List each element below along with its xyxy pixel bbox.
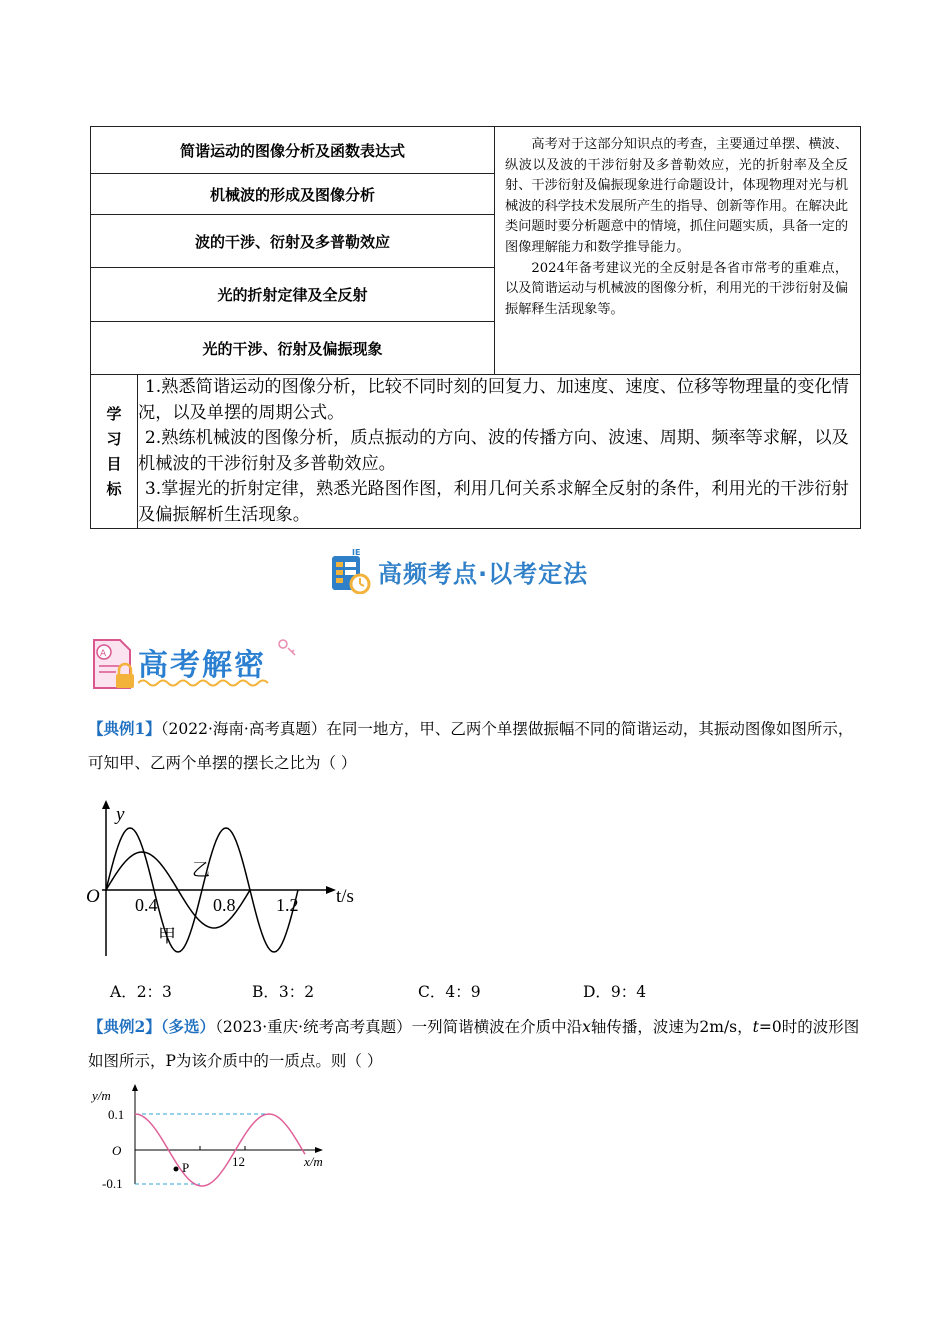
goals-label-char: 目 xyxy=(106,454,122,473)
point-p xyxy=(174,1167,179,1172)
example2-x-var: x xyxy=(582,1018,591,1036)
example1-tag: 【典例1】 xyxy=(88,719,161,738)
x-axis-arrow xyxy=(315,1147,323,1153)
curve-label-jia: 甲 xyxy=(158,926,176,947)
topic-cell: 简谐运动的图像分析及函数表达式 xyxy=(91,127,495,174)
x-tick-label: 12 xyxy=(232,1154,245,1169)
y-axis-arrow xyxy=(132,1084,138,1091)
document-lock-icon xyxy=(90,634,138,692)
example2-text: =0时的波形图如图所示，P为该介质中的一质点。则（ ） xyxy=(88,1018,860,1070)
sparkle-icon xyxy=(276,636,298,658)
example2-multi-tag: （多选） xyxy=(160,1017,216,1036)
tick-label: 1.2 xyxy=(276,895,299,915)
description-cell xyxy=(495,127,861,375)
tick-label: 0.4 xyxy=(135,895,158,915)
topic-cell: 波的干涉、衍射及多普勒效应 xyxy=(91,215,495,268)
example1-vibration-graph xyxy=(80,796,370,966)
goal-item: 1.熟悉简谐运动的图像分析，比较不同时刻的回复力、加速度、速度、位移等物理量的变化情况，以及单摆的周期公式。 xyxy=(138,377,849,423)
example2-text: 一列简谐横波在介质中沿 xyxy=(411,1018,583,1036)
banner-title: 高频考点·以考定法 xyxy=(378,559,589,588)
goal-item: 2.熟练机械波的图像分析，质点振动的方向、波的传播方向、波速、周期、频率等求解，以及机械波的干涉衍射及多普勒效应。 xyxy=(138,428,849,474)
topic-cell: 光的折射定律及全反射 xyxy=(91,268,495,322)
example2-stem xyxy=(88,1010,868,1078)
example2-t-var: t xyxy=(752,1018,759,1036)
goals-label xyxy=(91,375,138,529)
choice-a[interactable]: A．2：3 xyxy=(110,983,172,1001)
choice-d[interactable]: D．9：4 xyxy=(583,983,647,1001)
choice-b[interactable]: B．3：2 xyxy=(252,983,315,1001)
example1-text: 在同一地方，甲、乙两个单摆做振幅不同的简谐运动，其振动图像如图所示，可知甲、乙两个单摆的摆长之比为（ ） xyxy=(88,720,854,772)
point-p-label: P xyxy=(182,1160,190,1175)
example2-wave-graph xyxy=(90,1080,340,1190)
example2-text: 轴传播，波速为2m/s， xyxy=(590,1018,753,1036)
example2-source: （2023·重庆·统考高考真题） xyxy=(215,1018,412,1036)
section-banner xyxy=(330,548,588,594)
curve-label-yi: 乙 xyxy=(192,860,210,881)
y-axis-label: y xyxy=(116,804,125,825)
choice-c[interactable]: C．4：9 xyxy=(418,983,481,1001)
goals-cell xyxy=(138,375,861,529)
y-axis-label: y/m xyxy=(92,1088,111,1103)
banner-icon-text: IE xyxy=(352,548,361,557)
origin-label: O xyxy=(86,886,100,907)
x-axis-arrow xyxy=(326,886,336,894)
goals-label-char: 习 xyxy=(106,429,122,448)
topic-cell: 机械波的形成及图像分析 xyxy=(91,174,495,215)
goal-item: 3.掌握光的折射定律，熟悉光路图作图，利用几何关系求解全反射的条件，利用光的干涉衍射及偏振解析生活现象。 xyxy=(138,479,849,525)
summary-table xyxy=(90,126,861,529)
calendar-clock-icon xyxy=(330,548,372,594)
example1-stem xyxy=(88,712,868,780)
y-axis-arrow xyxy=(102,800,110,809)
topic-cell: 光的干涉、衍射及偏振现象 xyxy=(91,322,495,375)
title-underline-wave xyxy=(138,676,288,690)
example2-tag: 【典例2】 xyxy=(88,1017,161,1036)
y-max-label: 0.1 xyxy=(108,1107,125,1122)
example1-source: （2022·海南·高考真题） xyxy=(160,720,327,738)
tick-label: 0.8 xyxy=(213,895,236,915)
goals-label-char: 学 xyxy=(106,404,122,423)
description-paragraph: 2024年备考建议光的全反射是各省市常考的重难点，以及简谐运动与机械波的图像分析，利用光的干涉衍射及偏振解释生活现象等。 xyxy=(505,260,849,317)
secret-title: 高考解密 xyxy=(138,648,266,683)
x-axis-label: t/s xyxy=(336,886,354,907)
description-paragraph: 高考对于这部分知识点的考查，主要通过单摆、横波、纵波以及波的干涉衍射及多普勒效应，光的折射率及全反射、干涉衍射及偏振现象进行命题设计，体现物理对光与机械波的科学技术发展所产生的指导、创新等作用。在解决此类问题时要分析题意中的情境，抓住问题实质，具备一定的图像理解能力和数学推导能力。 xyxy=(505,137,849,255)
x-axis-label: x/m xyxy=(304,1154,323,1169)
origin-label: O xyxy=(112,1143,122,1158)
y-min-label: -0.1 xyxy=(102,1176,123,1190)
svg-text:A: A xyxy=(100,649,107,659)
goals-label-char: 标 xyxy=(106,479,122,498)
